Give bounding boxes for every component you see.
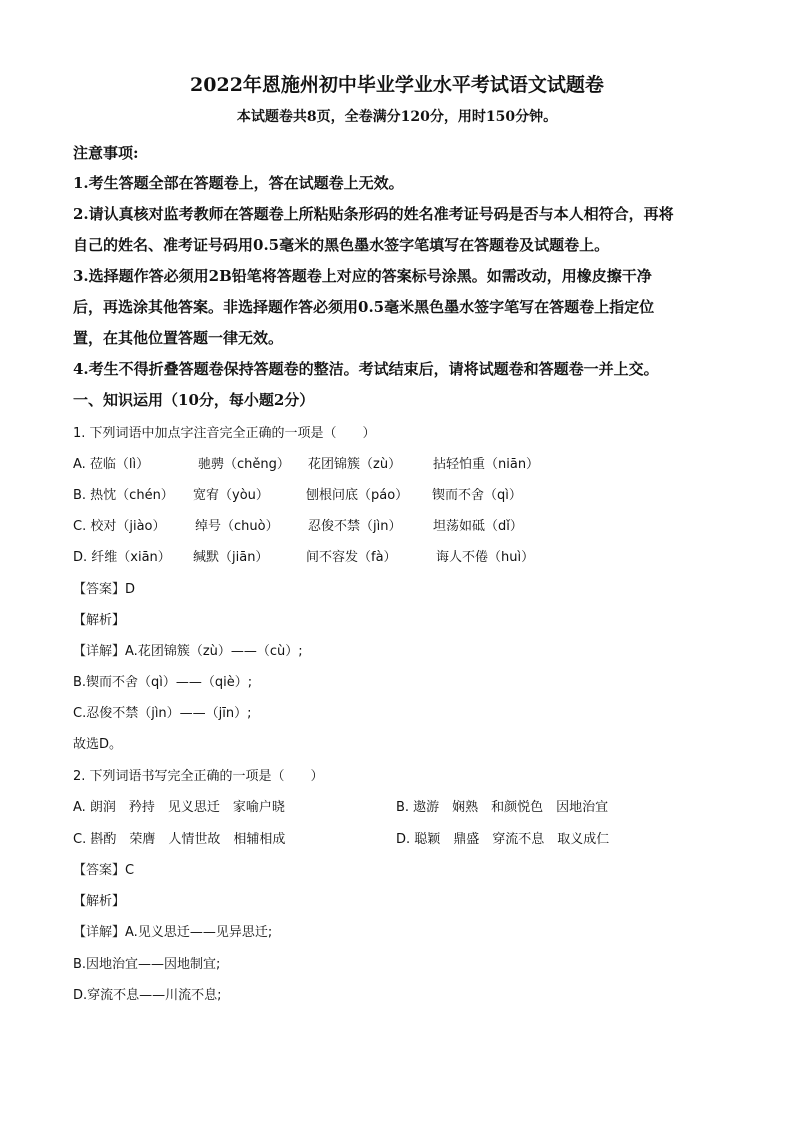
answer-tag: 【答案】 [73, 582, 126, 597]
detail-line: C.忍俊不禁（jìn）——（jīn）; [73, 706, 252, 721]
section-heading: 一、知识运用（10分，每小题2分） [73, 391, 315, 409]
detail-line [73, 640, 303, 659]
q2-option-c: C. 斟酌 荣膺 人情世故 相辅相成 [73, 832, 286, 847]
answer-value: D [125, 582, 136, 597]
analysis-tag: 【解析】 [73, 894, 126, 909]
notice-line: 1.考生答题全部在答题卷上，答在试题卷上无效。 [73, 174, 404, 192]
q1-option-d-2: 缄默（jiān） [193, 550, 269, 565]
detail-line [73, 921, 272, 940]
q2-option-a: A. 朗润 矜持 见义思迁 家喻户晓 [73, 800, 285, 815]
detail-line: 故选D。 [73, 737, 123, 752]
q1-option-c-1: C. 校对（jiào） [73, 519, 166, 534]
notice-line: 后，再选涂其他答案。非选择题作答必须用0.5毫米黑色墨水签字笔写在答题卷上指定位 [73, 298, 655, 316]
answer-value: C [125, 863, 135, 878]
q1-option-b-4: 锲而不舍（qì） [432, 488, 522, 503]
detail-tag: 【详解】 [73, 644, 126, 659]
page-subtitle: 本试题卷共8页，全卷满分120分，用时150分钟。 [236, 109, 558, 125]
q1-option-d-1: D. 纤维（xiān） [73, 550, 171, 565]
analysis-tag: 【解析】 [73, 613, 126, 628]
q1-option-d-3: 间不容发（fà） [306, 550, 397, 565]
answer-line [73, 578, 135, 597]
notice-line: 3.选择题作答必须用2B铅笔将答题卷上对应的答案标号涂黑。如需改动，用橡皮擦干净 [73, 267, 652, 285]
q1-option-c-4: 坦荡如砥（dǐ） [433, 519, 523, 534]
notice-line: 2.请认真核对监考教师在答题卷上所粘贴条形码的姓名准考证号码是否与本人相符合，再将 [73, 205, 674, 223]
detail-tag: 【详解】 [73, 925, 126, 940]
notice-line: 自己的姓名、准考证号码用0.5毫米的黑色墨水签字笔填写在答题卷及试题卷上。 [73, 236, 610, 254]
q2-option-b: B. 遨游 娴熟 和颜悦色 因地治宜 [396, 800, 609, 815]
answer-line [73, 859, 134, 878]
notice-heading: 注意事项: [73, 144, 139, 162]
q1-option-b-2: 宽宥（yòu） [193, 488, 269, 503]
q1-option-a-4: 拈轻怕重（niān） [433, 457, 540, 472]
q1-option-d-4: 诲人不倦（huì） [436, 550, 535, 565]
answer-tag: 【答案】 [73, 863, 126, 878]
q1-option-a-2: 驰骋（chěng） [198, 457, 290, 472]
detail-line: D.穿流不息——川流不息; [73, 988, 222, 1003]
q2-option-d: D. 聪颖 鼎盛 穿流不息 取义成仁 [396, 832, 610, 847]
detail-text: A.见义思迁——见异思迁; [125, 925, 273, 940]
q1-option-c-2: 绰号（chuò） [195, 519, 279, 534]
detail-line: B.锲而不舍（qì）——（qiè）; [73, 675, 253, 690]
notice-line: 置，在其他位置答题一律无效。 [73, 329, 284, 347]
detail-text: A.花团锦簇（zù）——（cù）; [125, 644, 303, 659]
question-stem: 2. 下列词语书写完全正确的一项是（ ） [73, 769, 324, 784]
page-title: 2022年恩施州初中毕业学业水平考试语文试题卷 [190, 74, 604, 96]
q1-option-b-1: B. 热忱（chén） [73, 488, 174, 503]
notice-line: 4.考生不得折叠答题卷保持答题卷的整洁。考试结束后，请将试题卷和答题卷一并上交。 [73, 360, 659, 378]
detail-line: B.因地治宜——因地制宜; [73, 957, 221, 972]
q1-option-a-3: 花团锦簇（zù） [308, 457, 402, 472]
q1-option-c-3: 忍俊不禁（jìn） [308, 519, 402, 534]
q1-option-a-1: A. 莅临（lì） [73, 457, 150, 472]
question-stem: 1. 下列词语中加点字注音完全正确的一项是（ ） [73, 426, 376, 441]
q1-option-b-3: 刨根问底（páo） [306, 488, 409, 503]
